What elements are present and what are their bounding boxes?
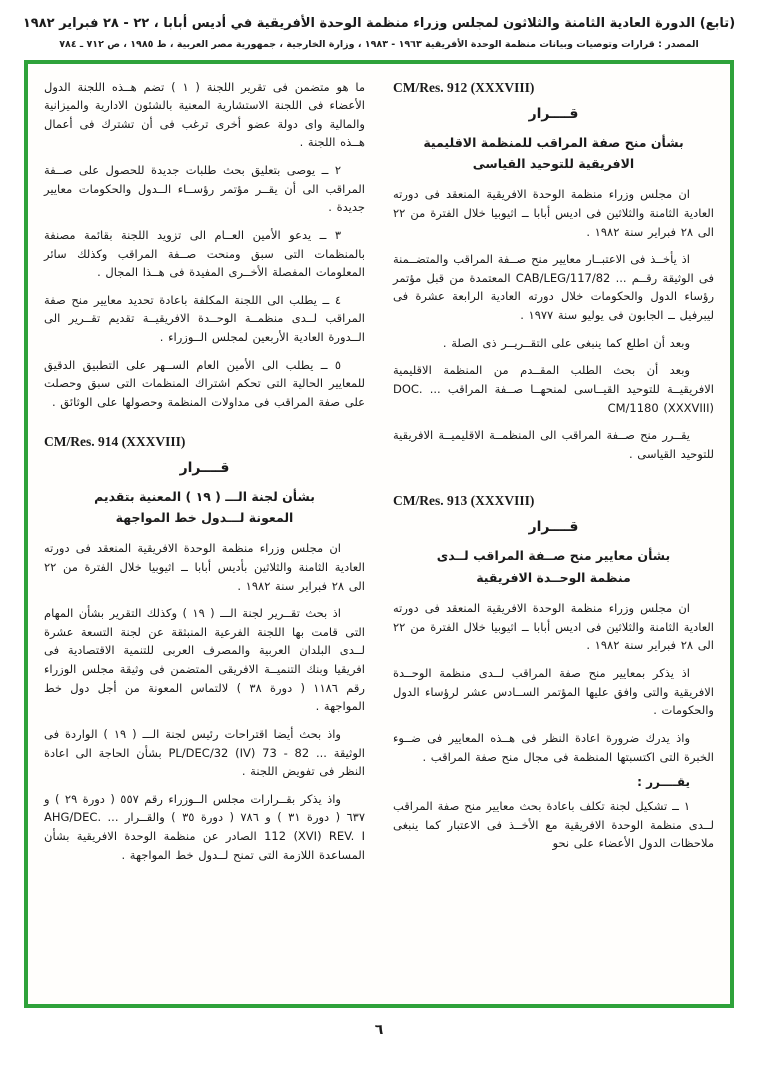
paragraph: ما هو متضمن فى تقرير اللجنة ( ١ ) تضم هــذه اللجنة الدول الأعضاء فى اللجنة الاستشارية المعنية بالشئون الادارية والميزانية والمالية واى دولة عضو أخرى ترغب فى أن تشترك فى أعمال هــذه اللجنة . <box>44 79 365 150</box>
resolution-913-ref: CM/Res. 913 (XXXVIII) <box>393 493 535 509</box>
header-source-line: المصدر : قرارات وتوصيات وبيانات منظمة الوحدة الأفريقية ١٩٦٣ - ١٩٨٣ ، وزارة الخارجية ، جمهورية مصر العربية ، ط ١٩٨٥ ، ص ٧١٢ ـ ٧٨٤ <box>59 38 699 50</box>
paragraph: وبعد أن بحث الطلب المقــدم من المنظمة الاقليمية الافريقيــة للتوحيد القيــاسى لمنحهــا صــفة المراقب ... DOC. CM/1180 (XXXVIII) <box>393 363 714 415</box>
page-number: ٦ <box>374 1021 384 1038</box>
decides-label: يقــــرر : <box>637 775 690 790</box>
paragraph: واذ يذكر بقــرارات مجلس الــوزراء رقم ٥٥٧ ( دورة ٢٩ ) و ٦٣٧ ( دورة ٣١ ) و ٧٨٦ ( دورة ٣٥ ) والقــرار ... AHG/DEC. 112 (XVI) REV. I الصادر عن منظمة الوحدة الافريقية بشأن المساعدة اللازمة التى تمنح لــدول خط المواجهة . <box>44 791 366 862</box>
resolution-912-subtitle-line1: بشأن منح صفة المراقب للمنظمة الاقليمية <box>423 134 684 150</box>
paragraph: وبعد أن اطلع كما ينبغى على التقــريــر ذى الصلة . <box>442 335 690 350</box>
paragraph: يقــرر منح صــفة المراقب الى المنظمــة الاقليميــة الافريقية للتوحيد القياسى . <box>393 428 714 461</box>
column-right <box>393 78 714 1004</box>
resolution-913-subtitle-line2: منظمة الوحــدة الافريقية <box>476 570 631 586</box>
resolution-914-subtitle-line1: بشأن لجنة الـــ ( ١٩ ) المعنية بتقديم <box>94 488 315 504</box>
header-session-title: (تابع) الدورة العادية الثامنة والثلاثون لمجلس وزراء منظمة الوحدة الأفريقية في أديس أبابا ، ٢٢ - ٢٨ فبراير ١٩٨٢ <box>22 16 736 31</box>
resolution-913-subtitle-line1: بشأن معايير منح صــفة المراقب لــدى <box>436 548 671 564</box>
resolution-912-subtitle-line2: الافريقية للتوحيد القياسى <box>472 156 635 172</box>
paragraph: ١ ــ تشكيل لجنة تكلف باعادة بحث معايير منح صفة المراقب لــدى منظمة الوحدة الافريقية مع الأخــذ فى الاعتبار كما ينبغى ملاحظات الدول الأعضاء على نحو <box>393 799 714 851</box>
paragraph: ٥ ــ يطلب الى الأمين العام الســهر على التطبيق الدقيق للمعايير الحالية التى تحكم اشتراك المنظمات التى سبق وحصلت على صفة المراقب فى مداولات المنظمة وحصولها على الوثائق . <box>44 357 365 409</box>
resolution-912-subtitle <box>393 132 714 176</box>
paragraph: ان مجلس وزراء منظمة الوحدة الافريقية المنعقد فى دورته العادية الثامنة والثلاثين فى اديس أبابا ــ اثيوبيا خلال الفترة من ٢٢ الى ٢٨ فبراير سنة ١٩٨٢ . <box>393 187 714 239</box>
paragraph: واذ يدرك ضرورة اعادة النظر فى هــذه المعايير فى ضــوء الخبرة التى اكتسبتها المنظمة فى مجال منح صفة المراقب . <box>393 730 714 764</box>
paragraph: ٤ ــ يطلب الى اللجنة المكلفة باعادة تحديد معايير منح صفة المراقب لــدى منظمــة الوحــدة الافريقيــة تقديم تقــرير الى الــدورة العادية الأربعين لمجلس الــوزراء . <box>44 292 365 344</box>
paragraph: اذ يأخــذ فى الاعتبــار معايير منح صــفة المراقب والمتضــمنة فى الوثيقة رقــم ... CAB/LEG/117/82 المعتمدة من قبل مؤتمر رؤساء الدول والحكومات خلال دورته العادية الرابعة عشرة فى ليبرفيل ــ الجابون فى يوليو سنة ١٩٧٧ . <box>393 252 714 322</box>
two-column-layout <box>44 78 714 1004</box>
paragraph: اذ يذكر بمعايير منح صفة المراقب لــدى منظمة الوحــدة الافريقية والتى وافق عليها المؤتمر الســادس عشر لرؤساء الدول والحكومات . <box>393 666 714 718</box>
resolution-914-subtitle-line2: المعونة لـــدول خط المواجهة <box>115 510 294 526</box>
resolution-914-heading: قــــرار <box>179 459 230 476</box>
paragraph: ٢ ــ يوصى بتعليق بحث طلبات جديدة للحصول على صــفة المراقب الى أن يقــر مؤتمر رؤســاء الــدول والحكومات معايير جديدة . <box>44 163 365 215</box>
paragraph: اذ بحث تقــرير لجنة الـــ ( ١٩ ) وكذلك التقرير بشأن المهام التى قامت بها اللجنة الفرعية المنبثقة عن لجنة التسعة عشرة لــدى البلدان العربية والمصرف العربى للتنمية الاقتصادية فى افريقيا وبنك التنميــة الافريقى المتضمن فى وثيقة مجلس الوزراء رقم ١١٨٦ ( دورة ٣٨ ) لالتماس المعونة من أجل دول خط المواجهة . <box>44 606 365 714</box>
resolution-913-heading: قــــرار <box>528 519 579 536</box>
document-header <box>20 14 738 50</box>
resolution-912-ref: CM/Res. 912 (XXXVIII) <box>393 79 535 95</box>
resolution-913-subtitle <box>393 545 714 589</box>
paragraph: ٣ ــ يدعو الأمين العــام الى تزويد اللجنة بقائمة مصنفة بالمنظمات التى سبق ومنحت صــفة المراقب وكذلك سائر المعلومات المفصلة الأخــرى المفيدة فى هــذا المجال . <box>44 227 365 280</box>
resolution-912-heading: قــــرار <box>528 105 579 122</box>
resolution-914-subtitle <box>44 486 365 530</box>
paragraph: ان مجلس وزراء منظمة الوحدة الافريقية المنعقد فى دورته العادية الثامنة والثلاثين فى اديس أبابا ــ اثيوبيا خلال الفترة من ٢٢ الى ٢٨ فبراير سنة ١٩٨٢ . <box>393 601 714 653</box>
paragraph: واذ بحث أيضا اقتراحات رئيس لجنة الـــ ( ١٩ ) الواردة فى الوثيقة ... PL/DEC/32 (IV) 73 - 82 بشأن الحاجة الى اعادة النظر فى تفويض اللجنة . <box>44 726 365 779</box>
column-left <box>44 78 365 1004</box>
paragraph: ان مجلس وزراء منظمة الوحدة الافريقية المنعقد فى دورته العادية الثامنة والثلاثين بأديس أبابا ــ اثيوبيا خلال الفترة من ٢٢ الى ٢٨ فبراير سنة ١٩٨٢ . <box>44 541 365 593</box>
content-frame <box>24 60 734 1008</box>
resolution-914-ref: CM/Res. 914 (XXXVIII) <box>44 433 186 449</box>
